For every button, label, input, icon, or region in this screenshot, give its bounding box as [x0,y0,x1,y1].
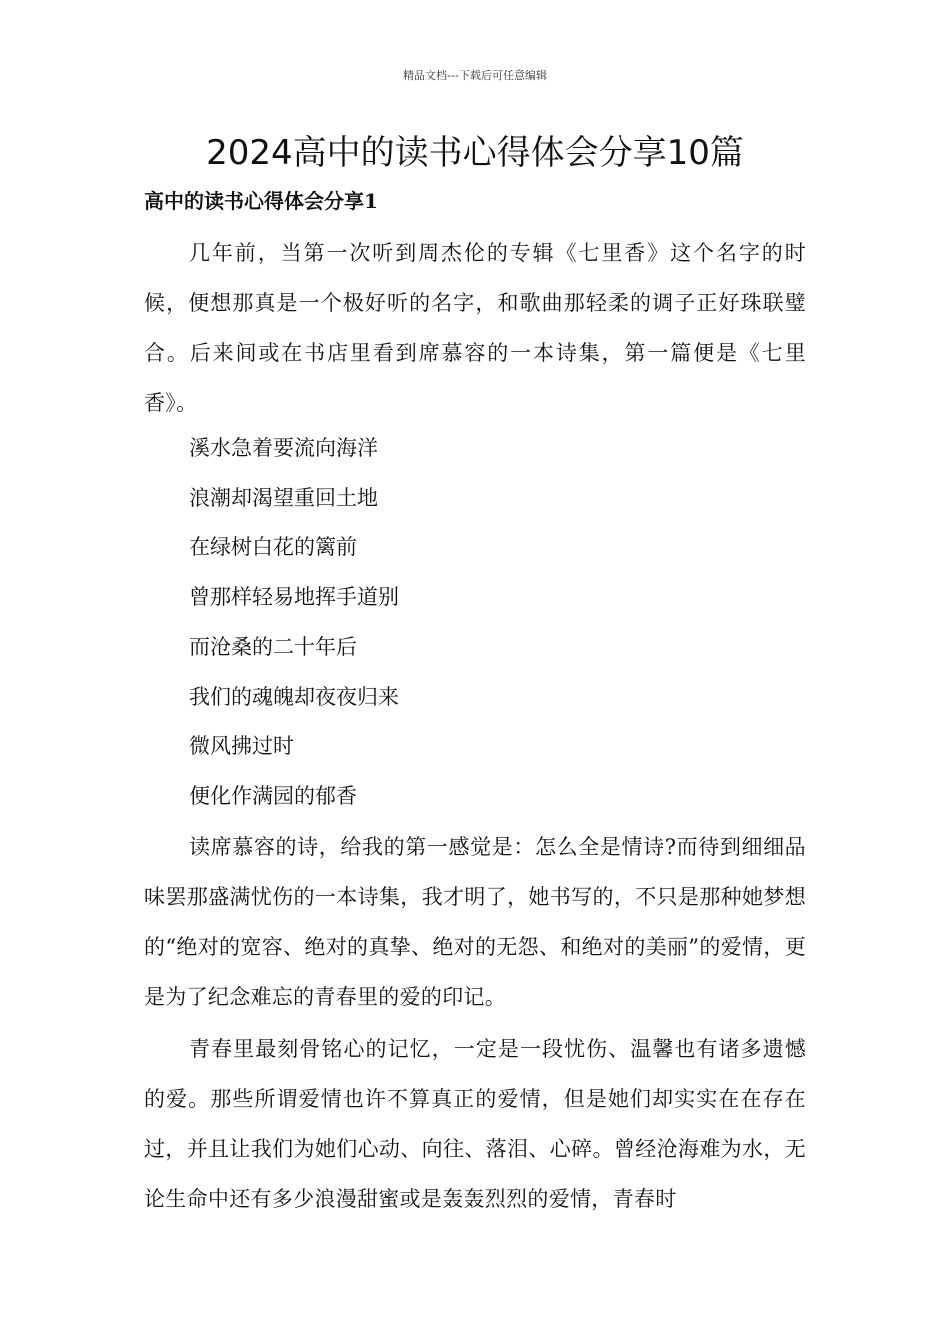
paragraph-3 [144,1024,806,1224]
document-title: 2024高中的读书心得体会分享10篇 [206,133,744,173]
poem-line: 曾那样轻易地挥手道别 [189,585,399,610]
poem-line: 而沧桑的二十年后 [189,634,357,659]
poem [189,424,399,822]
section-heading: 高中的读书心得体会分享1 [144,189,378,213]
poem-line: 溪水急着要流向海洋 [189,436,378,460]
header-note: 精品文档---下载后可任意编辑 [403,69,547,82]
poem-line: 在绿树白花的篱前 [189,535,357,560]
poem-line: 我们的魂魄却夜夜归来 [189,684,399,709]
paragraph-2 [144,822,806,1022]
poem-line: 微风拂过时 [189,734,294,759]
paragraph-text: 青春里最刻骨铭心的记忆，一定是一段忧伤、温馨也有诸多遗憾的爱。那些所谓爱情也许不算真正的爱情，但是她们却实实在在存在过，并且让我们为她们心动、向往、落泪、心碎。曾经沧海难为水，无论生命中还有多少浪漫甜蜜或是轰轰烈烈的爱情，青春时 [144,1037,806,1211]
poem-line: 便化作满园的郁香 [189,783,357,808]
paragraph-1 [144,228,806,428]
paragraph-text: 读席慕容的诗，给我的第一感觉是：怎么全是情诗?而待到细细品味罢那盛满忧伤的一本诗集，我才明了，她书写的，不只是那种她梦想的“绝对的宽容、绝对的真挚、绝对的无怨、和绝对的美丽”的爱情，更是为了纪念难忘的青春里的爱的印记。 [144,835,806,1009]
paragraph-text: 几年前，当第一次听到周杰伦的专辑《七里香》这个名字的时候，便想那真是一个极好听的名字，和歌曲那轻柔的调子正好珠联璧合。后来间或在书店里看到席慕容的一本诗集，第一篇便是《七里香》。 [144,241,806,415]
poem-line: 浪潮却渴望重回土地 [189,485,378,510]
